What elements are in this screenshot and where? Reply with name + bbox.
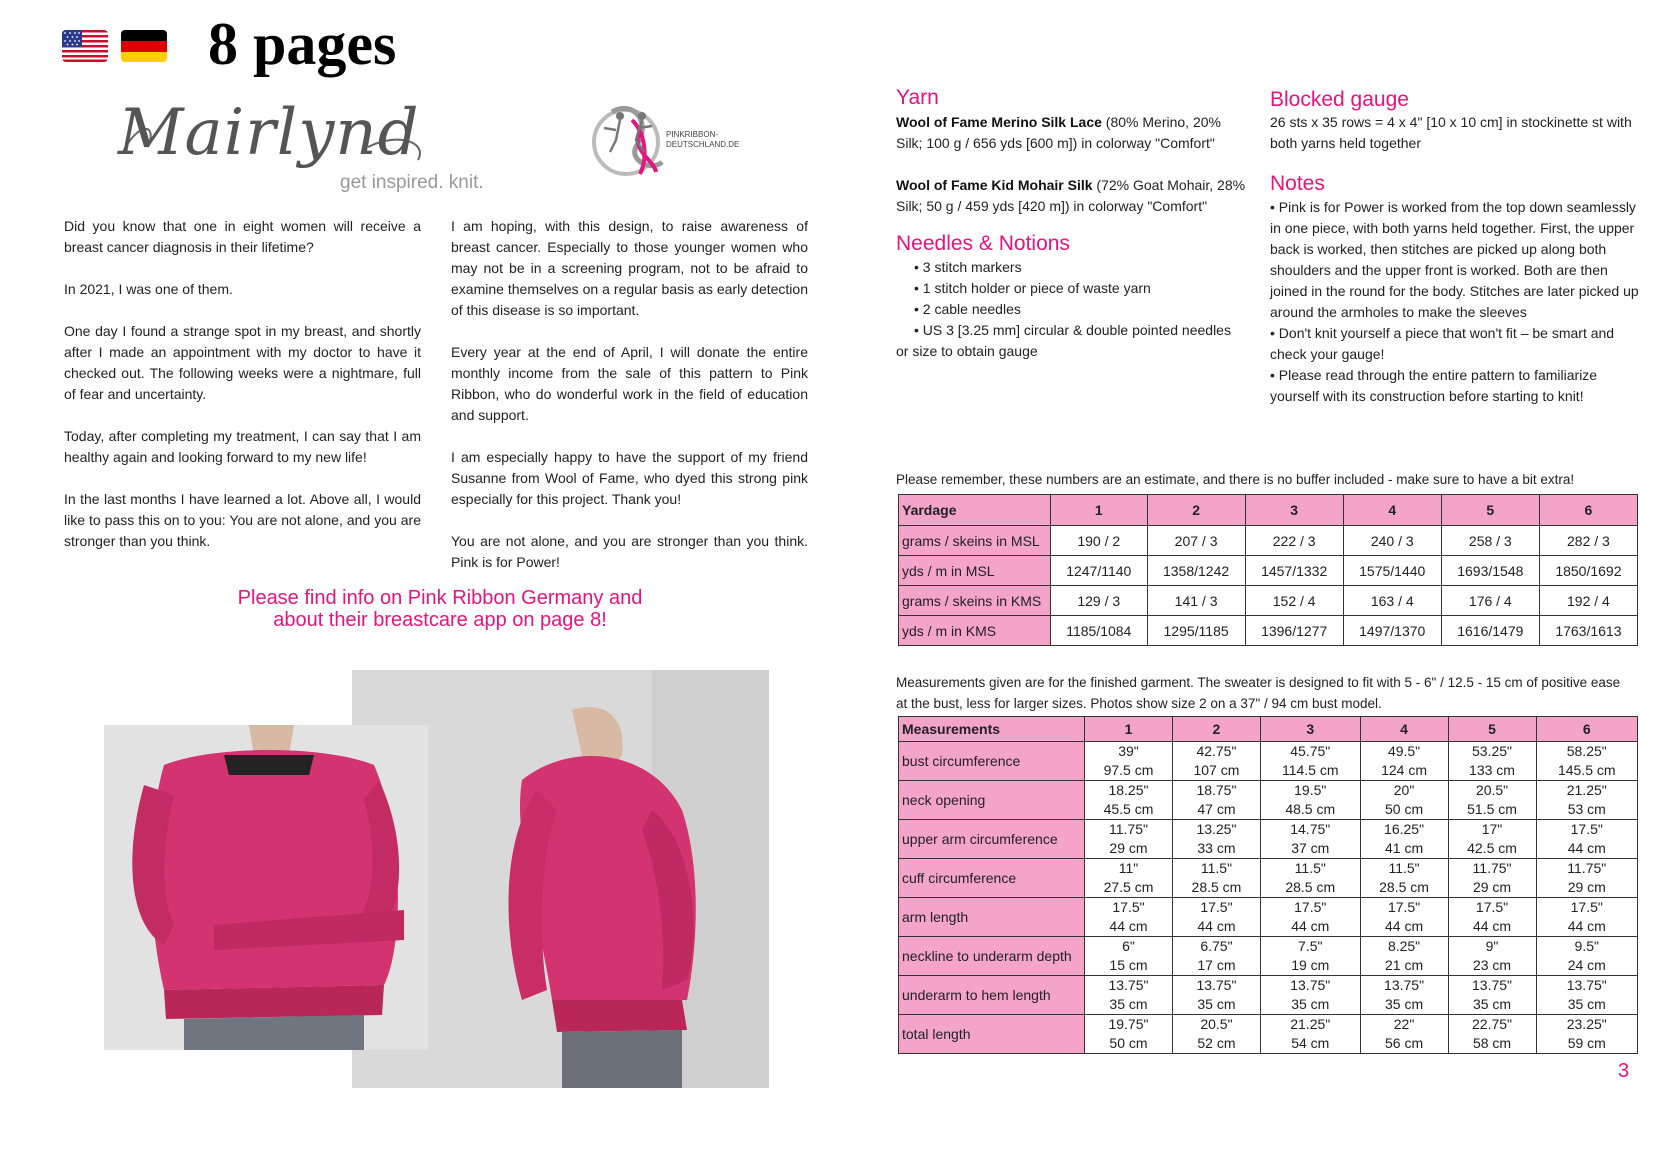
yardage-cell: 1185/1084 bbox=[1051, 616, 1148, 646]
measurement-cm: 114.5 cm bbox=[1281, 762, 1339, 778]
measurements-size-header: 1 bbox=[1085, 717, 1173, 742]
pink-note-line1: Please find info on Pink Ribbon Germany and bbox=[237, 587, 643, 609]
sweater-photo-front bbox=[104, 725, 428, 1050]
measurement-cm: 124 cm bbox=[1381, 762, 1427, 778]
measurements-cell bbox=[1260, 859, 1360, 898]
yardage-cell: 1575/1440 bbox=[1343, 556, 1441, 586]
measurements-cell bbox=[1172, 781, 1260, 820]
measurements-row-label: total length bbox=[899, 1015, 1085, 1054]
measurements-row bbox=[899, 820, 1638, 859]
measurement-cm: 23 cm bbox=[1472, 957, 1512, 973]
measurement-inches: 42.75" bbox=[1196, 743, 1237, 759]
measurements-cell bbox=[1448, 781, 1536, 820]
measurements-cell bbox=[1085, 898, 1173, 937]
measurement-cm: 56 cm bbox=[1384, 1035, 1424, 1051]
logo-script-text: Mairlynd bbox=[118, 96, 420, 170]
measurement-cm: 33 cm bbox=[1197, 840, 1236, 856]
measurements-row bbox=[899, 898, 1638, 937]
measurements-cell bbox=[1172, 898, 1260, 937]
measurement-cm: 41 cm bbox=[1384, 840, 1424, 856]
measurements-row-label: cuff circumference bbox=[899, 859, 1085, 898]
measurement-cm: 35 cm bbox=[1197, 996, 1236, 1012]
measurement-cm: 35 cm bbox=[1472, 996, 1512, 1012]
measurement-inches: 23.25" bbox=[1566, 1016, 1607, 1032]
yardage-table bbox=[898, 494, 1638, 646]
measurements-cell bbox=[1172, 820, 1260, 859]
measurement-cm: 35 cm bbox=[1384, 996, 1424, 1012]
yardage-row-label: grams / skeins in MSL bbox=[899, 526, 1051, 556]
measurement-inches: 11.5" bbox=[1294, 860, 1326, 876]
yardage-cell: 1693/1548 bbox=[1441, 556, 1539, 586]
gauge-heading: Blocked gauge bbox=[1270, 88, 1409, 111]
measurements-note-line1: Measurements given are for the finished garment. The sweater is designed to fit with 5 - 6" / 12.5 - 15 cm of positive ease bbox=[896, 675, 1621, 690]
yardage-cell: 1850/1692 bbox=[1539, 556, 1637, 586]
measurement-inches: 49.5" bbox=[1387, 743, 1421, 759]
yardage-size-header: 5 bbox=[1441, 495, 1539, 526]
measurements-cell bbox=[1448, 937, 1536, 976]
measurements-cell bbox=[1260, 820, 1360, 859]
notes-heading: Notes bbox=[1270, 172, 1325, 195]
measurement-inches: 45.75" bbox=[1290, 743, 1331, 759]
measurements-cell bbox=[1536, 859, 1638, 898]
measurement-inches: 19.5" bbox=[1294, 782, 1327, 798]
measurement-inches: 53.25" bbox=[1472, 743, 1513, 759]
yardage-size-header: 2 bbox=[1147, 495, 1245, 526]
intro-paragraph: Every year at the end of April, I will donate the entire monthly income from the sale of this pattern to Pink Ribbon, who do wonderful work in the field of education and support. bbox=[451, 344, 808, 423]
measurement-cm: 28.5 cm bbox=[1191, 879, 1242, 895]
measurements-size-header: 2 bbox=[1172, 717, 1260, 742]
measurements-cell bbox=[1172, 937, 1260, 976]
measurement-cm: 58 cm bbox=[1472, 1035, 1512, 1051]
measurements-cell bbox=[1260, 742, 1360, 781]
measurement-inches: 17.5" bbox=[1112, 899, 1145, 915]
measurement-cm: 44 cm bbox=[1567, 918, 1606, 934]
measurements-cell bbox=[1260, 1015, 1360, 1054]
measurement-inches: 17.5" bbox=[1570, 899, 1603, 915]
germany-flag-icon bbox=[121, 30, 167, 62]
yardage-cell: 1457/1332 bbox=[1245, 556, 1343, 586]
yardage-cell: 282 / 3 bbox=[1539, 526, 1637, 556]
measurements-cell bbox=[1536, 937, 1638, 976]
measurement-inches: 13.75" bbox=[1196, 977, 1237, 993]
measurement-inches: 58.25" bbox=[1566, 743, 1607, 759]
measurement-cm: 50 cm bbox=[1109, 1035, 1148, 1051]
yardage-header-row bbox=[899, 495, 1638, 526]
needles-item: • 2 cable needles bbox=[914, 301, 1021, 317]
measurements-table bbox=[898, 716, 1638, 1054]
measurement-cm: 54 cm bbox=[1291, 1035, 1330, 1051]
yardage-cell: 129 / 3 bbox=[1051, 586, 1148, 616]
pinkribbon-logo bbox=[592, 100, 740, 180]
yardage-cell: 176 / 4 bbox=[1441, 586, 1539, 616]
measurement-inches: 7.5" bbox=[1298, 938, 1323, 954]
measurements-cell bbox=[1448, 742, 1536, 781]
measurement-cm: 35 cm bbox=[1109, 996, 1148, 1012]
measurements-row-label: arm length bbox=[899, 898, 1085, 937]
measurement-inches: 13.75" bbox=[1108, 977, 1149, 993]
measurements-cell bbox=[1448, 976, 1536, 1015]
yardage-row bbox=[899, 526, 1638, 556]
needles-heading: Needles & Notions bbox=[896, 232, 1070, 255]
measurement-inches: 21.25" bbox=[1290, 1016, 1331, 1032]
intro-paragraph: One day I found a strange spot in my breast, and shortly after I made an appointment with my doctor to have it checked out. The following weeks were a nightmare, full of fear and uncertainty. bbox=[64, 323, 421, 402]
us-flag-icon bbox=[62, 30, 108, 62]
measurement-cm: 44 cm bbox=[1109, 918, 1148, 934]
measurements-size-header: 6 bbox=[1536, 717, 1638, 742]
needles-tail: or size to obtain gauge bbox=[896, 343, 1038, 359]
measurement-cm: 51.5 cm bbox=[1467, 801, 1517, 817]
measurement-cm: 50 cm bbox=[1384, 801, 1424, 817]
measurement-cm: 53 cm bbox=[1567, 801, 1606, 817]
measurement-inches: 6.75" bbox=[1200, 938, 1233, 954]
measurement-inches: 18.25" bbox=[1108, 782, 1149, 798]
yardage-row bbox=[899, 586, 1638, 616]
measurements-cell bbox=[1085, 820, 1173, 859]
measurements-row bbox=[899, 976, 1638, 1015]
measurements-cell bbox=[1085, 859, 1173, 898]
measurements-header-row bbox=[899, 717, 1638, 742]
measurements-header-label: Measurements bbox=[899, 717, 1085, 742]
intro-paragraph: In the last months I have learned a lot. Above all, I would like to pass this on to you: You are not alone, and you are stronger than you think. bbox=[64, 491, 421, 549]
needles-item: • 3 stitch markers bbox=[914, 259, 1022, 275]
measurements-cell bbox=[1536, 898, 1638, 937]
yarn-heading: Yarn bbox=[896, 86, 939, 109]
measurement-cm: 27.5 cm bbox=[1103, 879, 1154, 895]
measurement-cm: 145.5 cm bbox=[1557, 762, 1616, 778]
measurement-inches: 11.5" bbox=[1388, 860, 1420, 876]
measurement-inches: 6" bbox=[1122, 938, 1135, 954]
yardage-cell: 192 / 4 bbox=[1539, 586, 1637, 616]
measurements-cell bbox=[1360, 937, 1448, 976]
measurement-inches: 17.5" bbox=[1570, 821, 1603, 837]
measurement-inches: 11" bbox=[1118, 860, 1139, 876]
yardage-cell: 1616/1479 bbox=[1441, 616, 1539, 646]
measurement-cm: 44 cm bbox=[1197, 918, 1236, 934]
measurement-inches: 8.25" bbox=[1387, 938, 1421, 954]
yardage-cell: 222 / 3 bbox=[1245, 526, 1343, 556]
measurements-row-label: bust circumference bbox=[899, 742, 1085, 781]
measurement-cm: 52 cm bbox=[1197, 1035, 1236, 1051]
yarn-item-2 bbox=[896, 175, 1248, 217]
measurements-cell bbox=[1172, 742, 1260, 781]
needles-list bbox=[896, 257, 1248, 362]
yarn-item-2-desc: (72% Goat Mohair, 28% Silk; 50 g / 459 yds [420 m]) in colorway "Comfort" bbox=[896, 177, 1246, 214]
yarn-item-1-desc: (80% Merino, 20% Silk; 100 g / 656 yds [600 m]) in colorway "Comfort" bbox=[896, 114, 1221, 151]
measurement-cm: 21 cm bbox=[1384, 957, 1424, 973]
measurements-size-header: 5 bbox=[1448, 717, 1536, 742]
measurement-cm: 29 cm bbox=[1567, 879, 1606, 895]
yardage-cell: 1247/1140 bbox=[1051, 556, 1148, 586]
measurements-cell bbox=[1260, 898, 1360, 937]
measurements-cell bbox=[1172, 976, 1260, 1015]
measurements-row bbox=[899, 937, 1638, 976]
measurement-cm: 17 cm bbox=[1197, 957, 1236, 973]
yardage-row-label: yds / m in KMS bbox=[899, 616, 1051, 646]
measurements-note-line2: at the bust, less for larger sizes. Photos show size 2 on a 37" / 94 cm bust model. bbox=[896, 696, 1382, 711]
measurements-cell bbox=[1085, 976, 1173, 1015]
yardage-note: Please remember, these numbers are an estimate, and there is no buffer included - make sure to have a bit extra! bbox=[896, 472, 1575, 487]
measurement-inches: 22" bbox=[1393, 1016, 1415, 1032]
notes-item: • Pink is for Power is worked from the top down seamlessly in one piece, with both yarns held together. First, the upper back is worked, then stitches are picked up along both shoulders and the upper front is worked. Both are then joined in the round for the body. Stitches are later picked up around the armholes to make the sleeves bbox=[1270, 199, 1639, 320]
measurements-cell bbox=[1172, 859, 1260, 898]
notes-list bbox=[1270, 197, 1640, 407]
measurements-row bbox=[899, 781, 1638, 820]
measurement-inches: 14.75" bbox=[1290, 821, 1331, 837]
intro-column-1 bbox=[64, 216, 421, 573]
needles-item: • 1 stitch holder or piece of waste yarn bbox=[914, 280, 1151, 296]
measurements-cell bbox=[1360, 898, 1448, 937]
yardage-cell: 1396/1277 bbox=[1245, 616, 1343, 646]
notes-item: • Please read through the entire pattern to familiarize yourself with its construction before starting to knit! bbox=[1270, 367, 1598, 404]
measurements-cell bbox=[1448, 1015, 1536, 1054]
measurement-inches: 13.75" bbox=[1566, 977, 1607, 993]
pink-note-line2: about their breastcare app on page 8! bbox=[273, 609, 607, 631]
measurements-row-label: neckline to underarm depth bbox=[899, 937, 1085, 976]
yardage-row bbox=[899, 556, 1638, 586]
gauge-text: 26 sts x 35 rows = 4 x 4" [10 x 10 cm] in stockinette st with both yarns held together bbox=[1270, 114, 1632, 151]
measurement-inches: 20.5" bbox=[1475, 782, 1509, 798]
intro-paragraph: In 2021, I was one of them. bbox=[64, 281, 233, 297]
measurements-row bbox=[899, 1015, 1638, 1054]
measurement-cm: 24 cm bbox=[1567, 957, 1606, 973]
measurement-cm: 48.5 cm bbox=[1285, 801, 1336, 817]
measurement-cm: 133 cm bbox=[1469, 762, 1515, 778]
yarn-item-2-name: Wool of Fame Kid Mohair Silk bbox=[896, 177, 1093, 193]
measurement-cm: 15 cm bbox=[1109, 957, 1148, 973]
yardage-row-label: yds / m in MSL bbox=[899, 556, 1051, 586]
measurement-inches: 39" bbox=[1118, 743, 1139, 759]
measurements-cell bbox=[1172, 1015, 1260, 1054]
measurement-inches: 19.75" bbox=[1108, 1016, 1149, 1032]
measurement-inches: 17.5" bbox=[1387, 899, 1421, 915]
measurements-size-header: 4 bbox=[1360, 717, 1448, 742]
pages-count-title: 8 pages bbox=[208, 11, 397, 77]
measurements-cell bbox=[1360, 976, 1448, 1015]
measurement-cm: 29 cm bbox=[1472, 879, 1512, 895]
measurement-inches: 13.25" bbox=[1196, 821, 1237, 837]
yardage-size-header: 3 bbox=[1245, 495, 1343, 526]
measurement-inches: 17.5" bbox=[1200, 899, 1233, 915]
measurements-cell bbox=[1448, 859, 1536, 898]
measurement-inches: 18.75" bbox=[1196, 782, 1237, 798]
yardage-row-label: grams / skeins in KMS bbox=[899, 586, 1051, 616]
yardage-cell: 1763/1613 bbox=[1539, 616, 1637, 646]
measurement-inches: 13.75" bbox=[1384, 977, 1425, 993]
measurement-cm: 29 cm bbox=[1109, 840, 1148, 856]
measurement-cm: 42.5 cm bbox=[1467, 840, 1517, 856]
measurements-cell bbox=[1536, 742, 1638, 781]
measurement-inches: 11.75" bbox=[1567, 860, 1607, 876]
pinkribbon-logo-line1: PINKRIBBON- bbox=[666, 130, 719, 139]
measurement-cm: 44 cm bbox=[1567, 840, 1606, 856]
notes-item: • Don't knit yourself a piece that won't fit – be smart and check your gauge! bbox=[1270, 325, 1615, 362]
measurement-cm: 28.5 cm bbox=[1379, 879, 1429, 895]
measurement-inches: 22.75" bbox=[1472, 1016, 1513, 1032]
measurement-cm: 35 cm bbox=[1567, 996, 1606, 1012]
measurement-inches: 11.75" bbox=[1109, 821, 1148, 837]
measurements-size-header: 3 bbox=[1260, 717, 1360, 742]
measurement-inches: 17.5" bbox=[1475, 899, 1509, 915]
measurement-inches: 20.5" bbox=[1200, 1016, 1233, 1032]
measurement-inches: 11.5" bbox=[1200, 860, 1233, 876]
intro-paragraph: You are not alone, and you are stronger than you think. Pink is for Power! bbox=[451, 533, 808, 570]
yardage-cell: 258 / 3 bbox=[1441, 526, 1539, 556]
measurements-row bbox=[899, 859, 1638, 898]
yardage-cell: 152 / 4 bbox=[1245, 586, 1343, 616]
measurement-cm: 59 cm bbox=[1567, 1035, 1606, 1051]
yardage-size-header: 4 bbox=[1343, 495, 1441, 526]
measurements-cell bbox=[1260, 781, 1360, 820]
yarn-item-1-name: Wool of Fame Merino Silk Lace bbox=[896, 114, 1102, 130]
page-number: 3 bbox=[1618, 1060, 1630, 1082]
measurement-cm: 97.5 cm bbox=[1103, 762, 1154, 778]
measurement-cm: 44 cm bbox=[1291, 918, 1330, 934]
yarn-item-1 bbox=[896, 112, 1248, 154]
yardage-cell: 1358/1242 bbox=[1147, 556, 1245, 586]
measurement-inches: 21.25" bbox=[1566, 782, 1607, 798]
yardage-cell: 141 / 3 bbox=[1147, 586, 1245, 616]
measurements-row-label: neck opening bbox=[899, 781, 1085, 820]
measurements-cell bbox=[1536, 976, 1638, 1015]
yardage-cell: 207 / 3 bbox=[1147, 526, 1245, 556]
measurements-cell bbox=[1360, 781, 1448, 820]
yardage-cell: 163 / 4 bbox=[1343, 586, 1441, 616]
measurements-row-label: upper arm circumference bbox=[899, 820, 1085, 859]
measurements-cell bbox=[1536, 781, 1638, 820]
measurement-inches: 20" bbox=[1393, 782, 1415, 798]
measurement-cm: 44 cm bbox=[1472, 918, 1512, 934]
yardage-cell: 1295/1185 bbox=[1147, 616, 1245, 646]
measurement-inches: 9.5" bbox=[1574, 938, 1599, 954]
measurements-cell bbox=[1448, 820, 1536, 859]
intro-paragraph: Today, after completing my treatment, I can say that I am healthy again and looking forward to my new life! bbox=[64, 428, 421, 465]
needles-item: • US 3 [3.25 mm] circular & double pointed needles bbox=[914, 322, 1231, 338]
intro-paragraph: Did you know that one in eight women will receive a breast cancer diagnosis in their lifetime? bbox=[64, 218, 421, 255]
measurements-cell bbox=[1260, 976, 1360, 1015]
yardage-cell: 240 / 3 bbox=[1343, 526, 1441, 556]
yardage-cell: 1497/1370 bbox=[1343, 616, 1441, 646]
measurements-cell bbox=[1085, 781, 1173, 820]
measurements-cell bbox=[1085, 937, 1173, 976]
yardage-size-header: 6 bbox=[1539, 495, 1637, 526]
measurements-row-label: underarm to hem length bbox=[899, 976, 1085, 1015]
measurements-cell bbox=[1360, 820, 1448, 859]
measurements-row bbox=[899, 742, 1638, 781]
intro-paragraph: I am hoping, with this design, to raise awareness of breast cancer. Especially to those younger women who may not be in a screening program, not to be afraid to examine themselves on a regular basis as early detection of this disease is so important. bbox=[451, 218, 808, 318]
yardage-header-label: Yardage bbox=[899, 495, 1051, 526]
pinkribbon-logo-line2: DEUTSCHLAND.DE bbox=[666, 140, 740, 149]
measurement-cm: 44 cm bbox=[1384, 918, 1424, 934]
measurement-inches: 13.75" bbox=[1290, 977, 1331, 993]
measurements-cell bbox=[1360, 742, 1448, 781]
measurements-cell bbox=[1536, 820, 1638, 859]
measurement-cm: 47 cm bbox=[1197, 801, 1236, 817]
measurement-cm: 28.5 cm bbox=[1285, 879, 1336, 895]
measurement-cm: 107 cm bbox=[1193, 762, 1240, 778]
yardage-cell: 190 / 2 bbox=[1051, 526, 1148, 556]
measurement-inches: 11.75" bbox=[1472, 860, 1512, 876]
measurement-inches: 16.25" bbox=[1384, 821, 1425, 837]
intro-column-2 bbox=[451, 216, 808, 594]
measurements-cell bbox=[1360, 1015, 1448, 1054]
measurements-cell bbox=[1360, 859, 1448, 898]
pink-ribbon-note bbox=[200, 587, 680, 631]
measurements-cell bbox=[1260, 937, 1360, 976]
yardage-size-header: 1 bbox=[1051, 495, 1148, 526]
measurement-inches: 17" bbox=[1481, 821, 1503, 837]
measurements-cell bbox=[1085, 1015, 1173, 1054]
measurements-cell bbox=[1448, 898, 1536, 937]
measurement-cm: 19 cm bbox=[1291, 957, 1330, 973]
intro-paragraph: I am especially happy to have the support of my friend Susanne from Wool of Fame, who dyed this strong pink especially for this project. Thank you! bbox=[451, 449, 808, 507]
measurement-cm: 37 cm bbox=[1291, 840, 1330, 856]
measurements-cell bbox=[1536, 1015, 1638, 1054]
measurement-inches: 17.5" bbox=[1294, 899, 1327, 915]
measurement-cm: 45.5 cm bbox=[1103, 801, 1154, 817]
yardage-row bbox=[899, 616, 1638, 646]
measurement-cm: 35 cm bbox=[1291, 996, 1330, 1012]
measurements-cell bbox=[1085, 742, 1173, 781]
measurement-inches: 9" bbox=[1485, 938, 1499, 954]
logo-tagline: get inspired. knit. bbox=[340, 172, 484, 193]
measurement-inches: 13.75" bbox=[1472, 977, 1513, 993]
